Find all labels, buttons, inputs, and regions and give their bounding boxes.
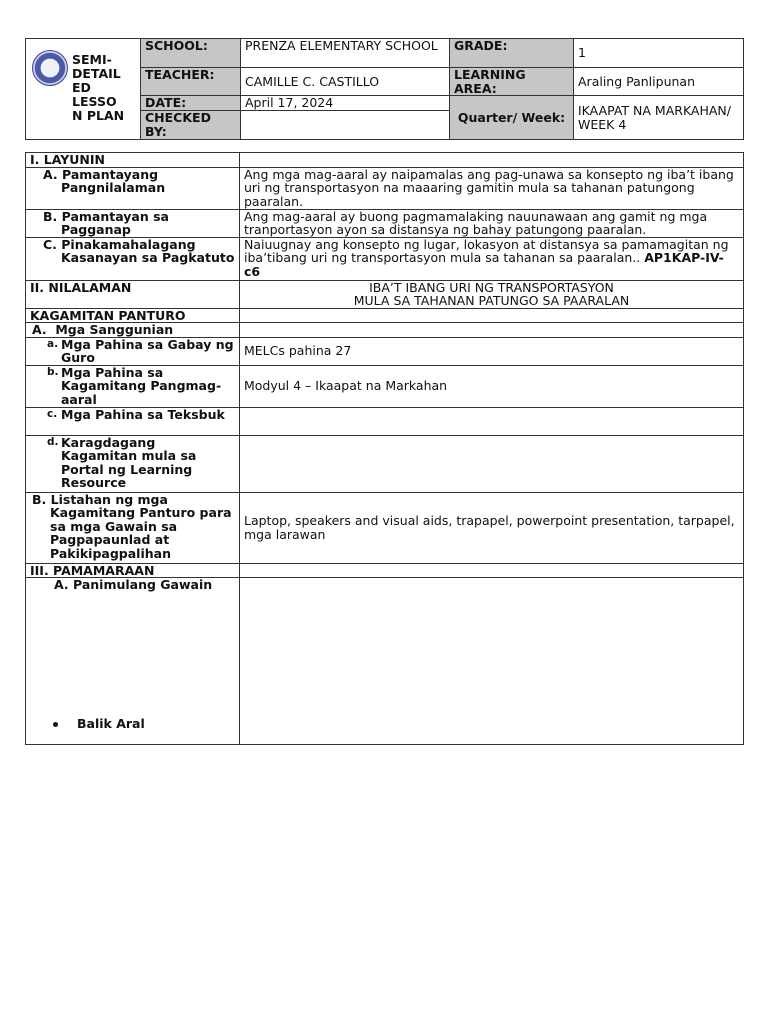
- balik-aral-label: Balik Aral: [77, 716, 145, 731]
- listahan-label: B. Listahan ng mga Kagamitang Panturo para sa mga Gawain sa Pagpapaunlad at Pakikipagpalihan: [26, 492, 240, 563]
- pamantayan-pagganap-label: B. Pamantayan sa Pagganap: [26, 209, 240, 237]
- teacher-label: TEACHER:: [141, 68, 241, 96]
- nilalaman-heading: II. NILALAMAN: [26, 280, 240, 308]
- header-table: [25, 38, 744, 140]
- learning-area-label: LEARNING AREA:: [450, 68, 574, 96]
- pamantayang-pangnilalaman-text: Ang mga mag-aaral ay naipamalas ang pag-unawa sa konsepto ng iba’t ibang uri ng transportasyon na maaaring gamitin mula sa tahanan patungong paaralan.: [240, 167, 744, 209]
- pamantayang-pangnilalaman-label: A. Pamantayang Pangnilalaman: [26, 167, 240, 209]
- teksbuk-label: c. Mga Pahina sa Teksbuk: [26, 407, 240, 435]
- kagamitang-pangmag-aaral-label: b. Mga Pahina sa Kagamitang Pangmag-aaral: [26, 365, 240, 407]
- pamantayan-pagganap-text: Ang mag-aaral ay buong pagmamalaking nauunawaan ang gamit ng mga tranportasyon ayon sa distansya ng bahay patungong paaralan.: [240, 209, 744, 237]
- checked-by-label: CHECKED BY:: [141, 111, 241, 140]
- pamamaraan-empty: [240, 563, 744, 578]
- learning-resource-value: [240, 435, 744, 492]
- grade-value: 1: [574, 39, 744, 68]
- teacher-value: CAMILLE C. CASTILLO: [241, 68, 450, 96]
- doc-title: SEMI- DETAIL ED LESSO N PLAN: [72, 52, 125, 123]
- lesson-plan-table: [25, 152, 744, 745]
- panimulang-gawain-cell: [26, 578, 240, 745]
- gabay-guro-value: MELCs pahina 27: [240, 337, 744, 365]
- bullet-icon: [53, 722, 58, 727]
- learning-area-value: Araling Panlipunan: [574, 68, 744, 96]
- competency-code: AP1KAP-IV-c6: [244, 250, 724, 279]
- gabay-guro-label: a. Mga Pahina sa Gabay ng Guro: [26, 337, 240, 365]
- nilalaman-text: IBA’T IBANG URI NG TRANSPORTASYON MULA SA TAHANAN PATUNGO SA PAARALAN: [240, 280, 744, 308]
- kagamitan-empty: [240, 308, 744, 323]
- school-label: SCHOOL:: [141, 39, 241, 68]
- learning-resource-label: d. Karagdagang Kagamitan mula sa Portal ng Learning Resource: [26, 435, 240, 492]
- layunin-empty: [240, 153, 744, 168]
- panimulang-gawain-content: [240, 578, 744, 745]
- checked-by-value: [241, 111, 450, 140]
- sanggunian-label: A. Mga Sanggunian: [26, 323, 240, 338]
- teksbuk-value: [240, 407, 744, 435]
- school-value: PRENZA ELEMENTARY SCHOOL: [241, 39, 450, 68]
- listahan-value: Laptop, speakers and visual aids, trapapel, powerpoint presentation, tarpapel, mga larawan: [240, 492, 744, 563]
- grade-label: GRADE:: [450, 39, 574, 68]
- layunin-heading: I. LAYUNIN: [26, 153, 240, 168]
- date-value: April 17, 2024: [241, 96, 450, 111]
- pamamaraan-heading: III. PAMAMARAAN: [26, 563, 240, 578]
- kagamitan-heading: KAGAMITAN PANTURO: [26, 308, 240, 323]
- kagamitang-pangmag-aaral-value: Modyul 4 – Ikaapat na Markahan: [240, 365, 744, 407]
- sanggunian-empty: [240, 323, 744, 338]
- quarter-label: Quarter/ Week:: [450, 96, 574, 140]
- panimulang-gawain-label: A. Panimulang Gawain: [54, 577, 213, 592]
- title-cell: [26, 39, 141, 140]
- date-label: DATE:: [141, 96, 241, 111]
- kasanayan-label: C. Pinakamahalagang Kasanayan sa Pagkatuto: [26, 237, 240, 280]
- deped-seal-icon: [32, 50, 68, 86]
- quarter-value: IKAAPAT NA MARKAHAN/ WEEK 4: [574, 96, 744, 140]
- kasanayan-text: Naiuugnay ang konsepto ng lugar, lokasyon at distansya sa pamamagitan ng iba’tibang uri ng transportasyon mula sa tahanan sa paaralan.. AP1KAP-IV-c6: [240, 237, 744, 280]
